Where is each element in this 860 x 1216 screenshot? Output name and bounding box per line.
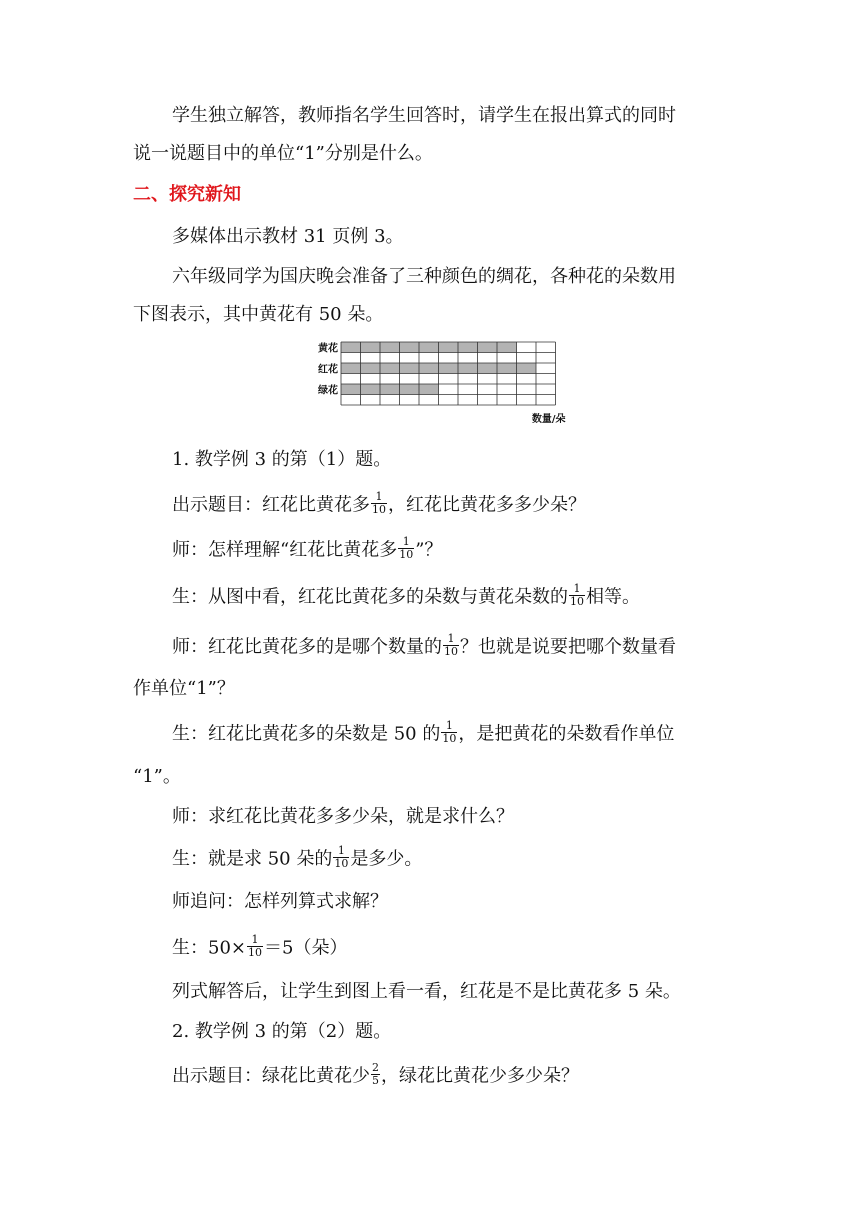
numerator: 1	[398, 536, 414, 549]
text: 出示题目：绿花比黄花少	[172, 1065, 370, 1087]
text: ”？	[415, 539, 443, 561]
paragraph-line: 列式解答后，让学生到图上看一看，红花是不是比黄花多 5 朵。	[172, 981, 681, 1002]
numerator: 1	[569, 583, 585, 596]
denominator: 10	[442, 732, 457, 745]
numerator: 1	[333, 845, 349, 858]
dialog-line	[172, 582, 640, 610]
text: 是多少。	[350, 848, 423, 870]
bar-1	[341, 342, 517, 353]
text: 生：红花比黄花多的朵数是 50 的	[172, 723, 441, 745]
numerator: 1	[371, 491, 387, 504]
numerator: 1	[441, 720, 457, 733]
denominator: 10	[399, 548, 414, 561]
section-heading: 二、探究新知	[133, 184, 241, 205]
unit-label: 数量/朵	[531, 414, 566, 425]
fraction	[441, 720, 457, 745]
dialog-line: “1”。	[133, 766, 181, 787]
text: 生：50×	[172, 937, 246, 959]
denominator: 10	[444, 645, 458, 658]
text: ，是把黄花的朵数看作单位	[458, 723, 675, 745]
equation-line	[172, 933, 348, 961]
denominator: 10	[248, 946, 262, 959]
denominator: 10	[334, 857, 349, 870]
dialog-line	[172, 632, 676, 660]
text: ？也就是说要把哪个数量看	[460, 636, 676, 658]
fraction	[247, 934, 263, 959]
fraction	[398, 536, 414, 561]
fraction	[569, 583, 585, 608]
denominator: 10	[570, 595, 584, 608]
paragraph-line: 说一说题目中的单位“1”分别是什么。	[133, 143, 433, 164]
question-line	[172, 1061, 579, 1089]
dialog-line	[172, 844, 423, 872]
text: ，红花比黄花多多少朵？	[388, 494, 586, 516]
dialog-line: 师：求红花比黄花多多少朵，就是求什么？	[172, 806, 514, 827]
question-line	[172, 490, 586, 518]
category-label: 红花	[318, 364, 338, 376]
dialog-line	[172, 535, 443, 563]
fraction	[333, 845, 349, 870]
subsection-title: 2. 教学例 3 的第（2）题。	[172, 1021, 392, 1042]
denominator: 5	[372, 1074, 379, 1087]
text: ＝5（朵）	[264, 937, 348, 959]
denominator: 10	[372, 503, 386, 516]
category-label: 绿花	[318, 385, 338, 397]
fraction	[371, 1062, 380, 1087]
text: 相等。	[586, 586, 640, 608]
paragraph-line: 下图表示，其中黄花有 50 朵。	[133, 304, 384, 325]
fraction	[371, 491, 387, 516]
paragraph-line: 学生独立解答，教师指名学生回答时，请学生在报出算式的同时	[172, 105, 676, 126]
dialog-line: 师追问：怎样列算式求解？	[172, 891, 388, 912]
subsection-title: 1. 教学例 3 的第（1）题。	[172, 449, 392, 470]
dialog-line: 作单位“1”？	[133, 678, 235, 699]
text: 生：就是求 50 朵的	[172, 848, 333, 870]
text: 师：红花比黄花多的是哪个数量的	[172, 636, 442, 658]
dialog-line	[172, 719, 675, 747]
text: 出示题目：红花比黄花多	[172, 494, 370, 516]
text: 生：从图中看，红花比黄花多的朵数与黄花朵数的	[172, 586, 568, 608]
numerator: 2	[372, 1061, 379, 1074]
category-label: 黄花	[318, 343, 338, 355]
fraction	[443, 633, 459, 658]
numerator: 1	[443, 633, 459, 646]
paragraph-line: 六年级同学为国庆晚会准备了三种颜色的绸花，各种花的朵数用	[172, 266, 676, 287]
bar-3	[341, 384, 439, 395]
text: ，绿花比黄花少多少朵？	[381, 1065, 579, 1087]
numerator: 1	[247, 934, 263, 947]
text: 师：怎样理解“红花比黄花多	[172, 539, 398, 561]
paragraph-line: 多媒体出示教材 31 页例 3。	[172, 226, 404, 247]
bar-chart	[305, 338, 595, 436]
